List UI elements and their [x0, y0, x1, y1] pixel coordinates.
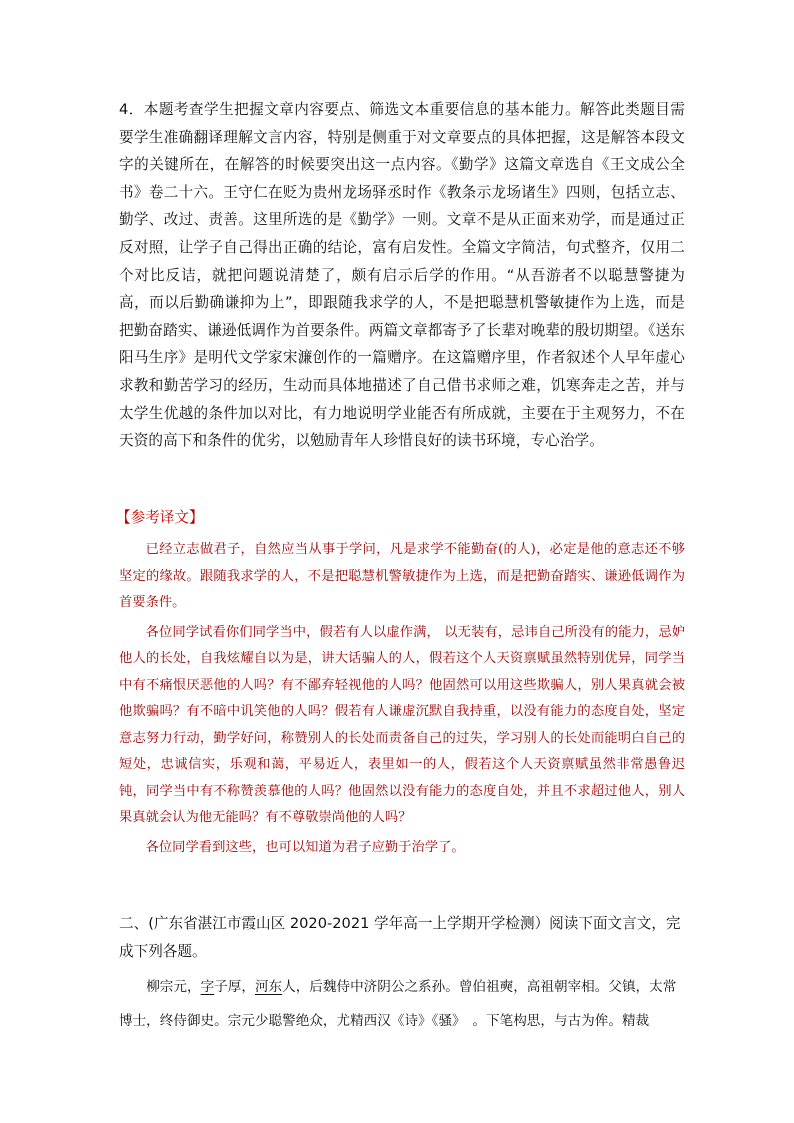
passage-underlined-word-2: 河东: [254, 979, 283, 995]
reference-translation-body: [119, 537, 685, 861]
translation-paragraph-3: 各位同学看到这些，也可以知道为君子应勤于治学了。: [145, 839, 465, 855]
translation-paragraph-2: 各位同学试看你们同学当中，假若有人以虚作满， 以无装有，忌讳自己所没有的能力，忌妒他人的长处，自我炫耀自以为是，讲大话骗人的人，假若这个人天资禀赋虽然特别优异，同学当中有不痛恨厌恶他的人吗？有不鄙弃轻视他的人吗？他固然可以用这些欺骗人，别人果真就会被他欺骗吗？有不暗中讥笑他的人吗？假若有人谦虚沉默自我持重，以没有能力的态度自处，坚定意志努力行动，勤学好问，称赞别人的长处而责备自己的过失，学习别人的长处而能明白自己的短处，忠诚信实，乐观和蔼，平易近人，表里如一的人，假若这个人天资禀赋虽然非常愚鲁迟钝，同学当中有不称赞羡慕他的人吗？他固然以没有能力的态度自处，并且不求超过他人，别人果真就会认为他无能吗？有不尊敬崇尚他的人吗？: [119, 624, 685, 825]
passage-underlined-word-1: 字: [200, 979, 215, 995]
section-two-question-heading: 二、(广东省湛江市霞山区 2020-2021 学年高一上学期开学检测）阅读下面文言文，完成下列各题。: [119, 915, 681, 960]
passage-text-2: 子厚，: [214, 979, 255, 995]
passage-text-1: 柳宗元，: [146, 979, 201, 995]
passage-text-3: 人，后魏侍中济阴公之系孙。曾伯祖奭，高祖朝宰相。父镇，太常博士，终侍御史。宗元少聪警绝众，尤精西汉《诗》《骚》 。下笔构思，与古为侔。精裁: [119, 979, 677, 1029]
classical-chinese-passage: [119, 970, 685, 1038]
reference-translation-heading: 【参考译文】: [116, 509, 204, 526]
answer-analysis-paragraph: 4．本题考查学生把握文章内容要点、筛选文本重要信息的基本能力。解答此类题目需要学生准确翻译理解文言内容，特别是侧重于对文章要点的具体把握，这是解答本段文字的关键所在，在解答的时候要突出这一点内容。《勤学》这篇文章选自《王文成公全书》卷二十六。王守仁在贬为贵州龙场驿丞时作《教条示龙场诸生》四则，包括立志、勤学、改过、责善。这里所选的是《勤学》一则。文章不是从正面来劝学，而是通过正反对照，让学子自己得出正确的结论，富有启发性。全篇文字简洁，句式整齐，仅用二个对比反诘，就把问题说清楚了，颇有启示后学的作用。“从吾游者不以聪慧警捷为高，而以后勤确谦抑为上”，即跟随我求学的人，不是把聪慧机警敏捷作为上选，而是把勤奋踏实、谦逊低调作为首要条件。两篇文章都寄予了长辈对晚辈的殷切期望。《送东阳马生序》是明代文学家宋濂创作的一篇赠序。在这篇赠序里，作者叙述个人早年虚心求教和勤苦学习的经历，生动而具体地描述了自己借书求师之难，饥寒奔走之苦，并与太学生优越的条件加以对比，有力地说明学业能否有所成就，主要在于主观努力，不在天资的高下和条件的优劣，以勉励青年人珍惜良好的读书环境，专心治学。: [119, 101, 685, 450]
translation-paragraph-1: 已经立志做君子，自然应当从事于学问，凡是求学不能勤奋(的人)，必定是他的意志还不够坚定的缘故。跟随我求学的人，不是把聪慧机警敏捷作为上选，而是把勤奋踏实、谦逊低调作为首要条件。: [119, 542, 685, 610]
